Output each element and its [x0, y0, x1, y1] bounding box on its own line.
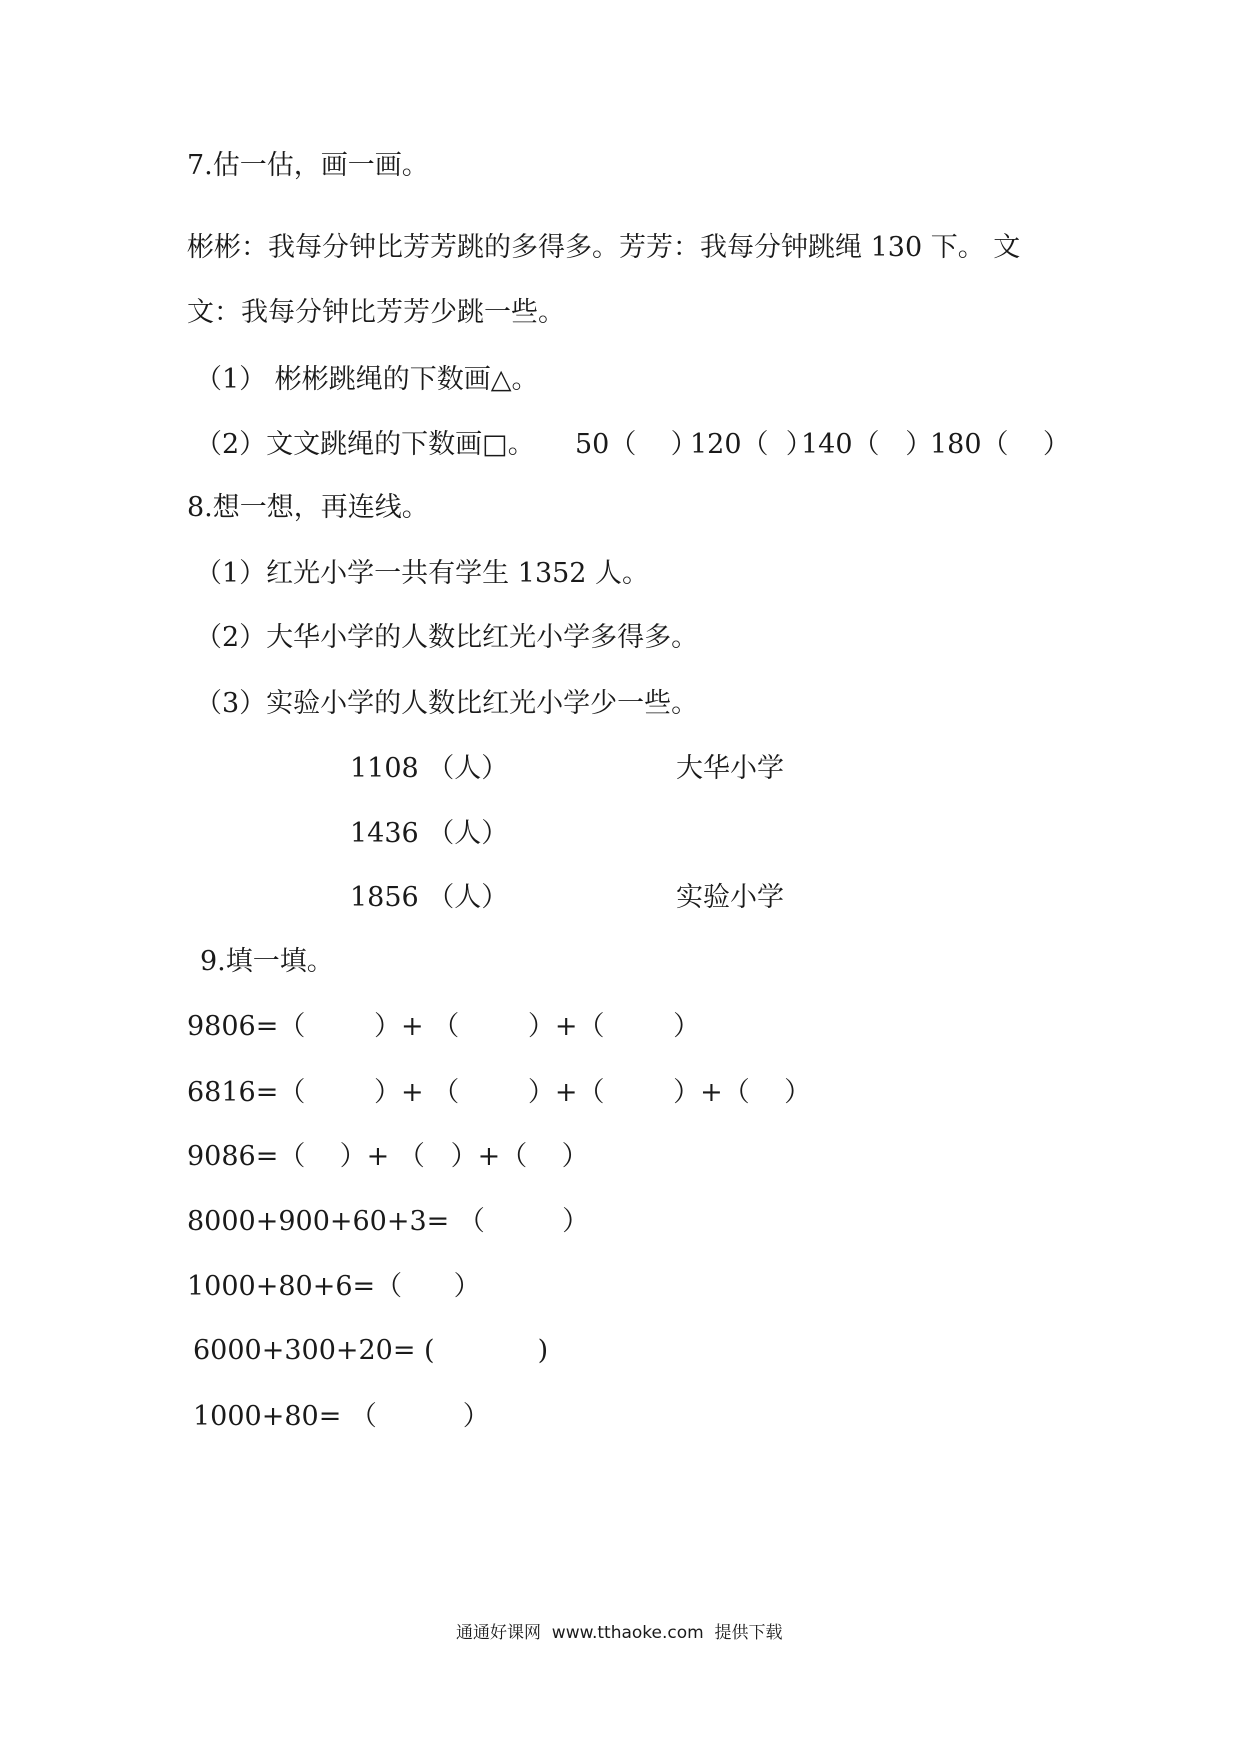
q7-text-line2: 文：我每分钟比芳芳少跳一些。 [187, 297, 565, 328]
q7-option: 180（ ） [930, 429, 1070, 460]
q7-option: 140（ ） [801, 429, 933, 460]
q9-row: 8000+900+60+3= （ ） [187, 1206, 590, 1237]
q8-sub1: （1）红光小学一共有学生 1352 人。 [195, 558, 650, 589]
q7-option: 120（ ） [690, 429, 813, 460]
q9-row: 9806=（ ）+ （ ）+（ ） [187, 1011, 701, 1042]
q8-right-item: 实验小学 [676, 882, 784, 913]
footer-text: 通通好课网 www.tthaoke.com 提供下载 [456, 1623, 783, 1643]
q9-row: 1000+80= （ ） [193, 1401, 490, 1432]
q8-sub3: （3）实验小学的人数比红光小学少一些。 [195, 688, 699, 719]
q8-left-item: 1108 （人） [350, 753, 509, 784]
q7-sub2: （2）文文跳绳的下数画□。 [195, 429, 535, 460]
q8-title: 8.想一想，再连线。 [187, 492, 429, 523]
q9-title: 9.填一填。 [200, 946, 334, 977]
q9-row: 6816=（ ）+ （ ）+（ ）+（ ） [187, 1077, 812, 1108]
q9-row: 9086=（ ）+ （ ）+（ ） [187, 1141, 589, 1172]
q8-right-item: 大华小学 [676, 753, 784, 784]
q7-title: 7.估一估，画一画。 [187, 150, 429, 181]
q9-row: 1000+80+6=（ ） [187, 1271, 481, 1302]
q7-text-line1: 彬彬：我每分钟比芳芳跳的多得多。芳芳：我每分钟跳绳 130 下。 文 [187, 232, 1021, 263]
q7-option: 50（ ） [575, 429, 698, 460]
q8-sub2: （2）大华小学的人数比红光小学多得多。 [195, 622, 699, 653]
q8-left-item: 1436 （人） [350, 818, 509, 849]
q7-sub1: （1） 彬彬跳绳的下数画△。 [195, 364, 539, 395]
q9-row: 6000+300+20= ( ) [193, 1335, 549, 1366]
q8-left-item: 1856 （人） [350, 882, 509, 913]
